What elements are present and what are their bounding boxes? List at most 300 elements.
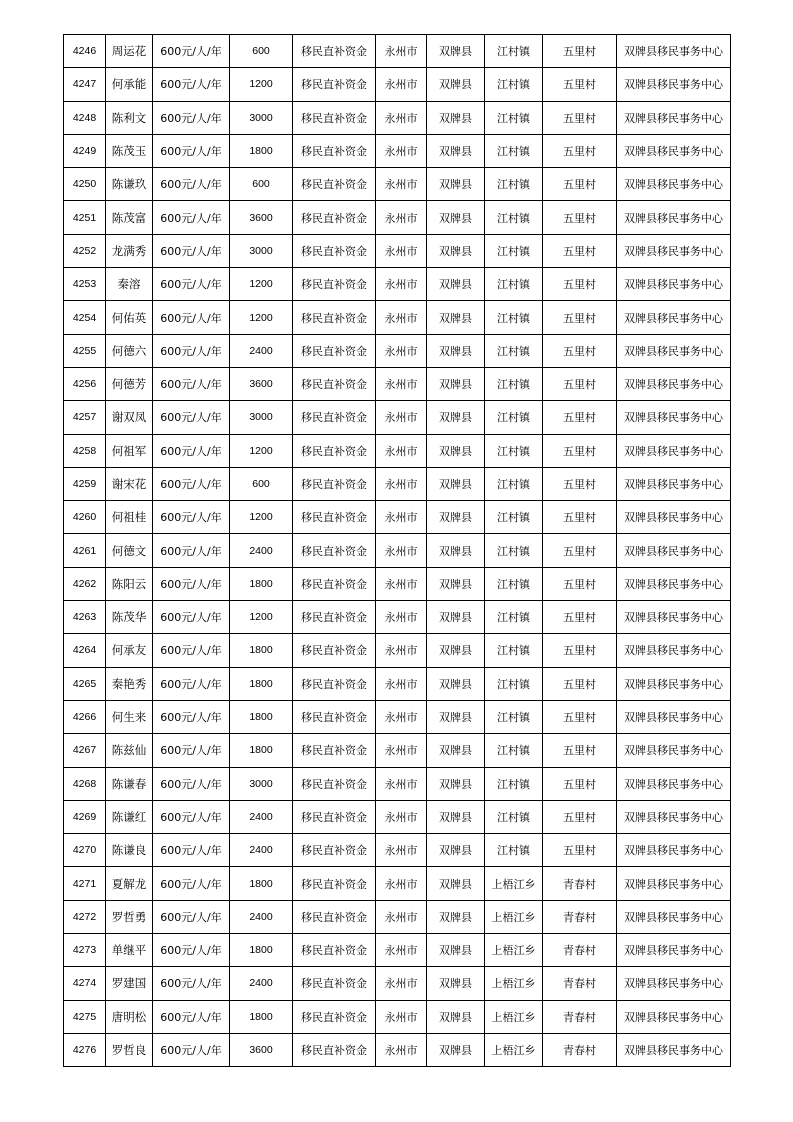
name-cell: 何德文 [106,534,153,567]
name-cell: 罗建国 [106,967,153,1000]
row-id-cell: 4250 [64,168,106,201]
county-cell: 双牌县 [427,367,485,400]
fund-type-cell: 移民直补资金 [293,934,376,967]
amount-cell: 1200 [230,601,293,634]
row-id-cell: 4265 [64,667,106,700]
standard-cell: 600元/人/年 [153,834,230,867]
fund-type-cell: 移民直补资金 [293,834,376,867]
amount-cell: 1800 [230,134,293,167]
village-cell: 五里村 [543,234,617,267]
office-cell: 双牌县移民事务中心 [617,1000,731,1033]
town-cell: 江村镇 [485,834,543,867]
county-cell: 双牌县 [427,834,485,867]
town-cell: 江村镇 [485,334,543,367]
row-id-cell: 4270 [64,834,106,867]
row-id-cell: 4272 [64,900,106,933]
county-cell: 双牌县 [427,101,485,134]
county-cell: 双牌县 [427,534,485,567]
name-cell: 单继平 [106,934,153,967]
city-cell: 永州市 [376,134,427,167]
village-cell: 五里村 [543,501,617,534]
table-row [64,134,731,167]
office-cell: 双牌县移民事务中心 [617,967,731,1000]
amount-cell: 1800 [230,667,293,700]
amount-cell: 1200 [230,301,293,334]
row-id-cell: 4253 [64,268,106,301]
village-cell: 五里村 [543,367,617,400]
standard-cell: 600元/人/年 [153,467,230,500]
name-cell: 谢宋花 [106,467,153,500]
amount-cell: 1200 [230,501,293,534]
amount-cell: 2400 [230,967,293,1000]
village-cell: 青春村 [543,900,617,933]
town-cell: 江村镇 [485,201,543,234]
name-cell: 何祖桂 [106,501,153,534]
city-cell: 永州市 [376,967,427,1000]
town-cell: 江村镇 [485,68,543,101]
village-cell: 五里村 [543,767,617,800]
table-row [64,934,731,967]
office-cell: 双牌县移民事务中心 [617,1033,731,1066]
name-cell: 陈茂华 [106,601,153,634]
row-id-cell: 4248 [64,101,106,134]
city-cell: 永州市 [376,268,427,301]
row-id-cell: 4275 [64,1000,106,1033]
standard-cell: 600元/人/年 [153,35,230,68]
county-cell: 双牌县 [427,867,485,900]
office-cell: 双牌县移民事务中心 [617,467,731,500]
table-row [64,35,731,68]
county-cell: 双牌县 [427,334,485,367]
office-cell: 双牌县移民事务中心 [617,68,731,101]
amount-cell: 1800 [230,634,293,667]
standard-cell: 600元/人/年 [153,667,230,700]
name-cell: 陈谦春 [106,767,153,800]
city-cell: 永州市 [376,934,427,967]
city-cell: 永州市 [376,334,427,367]
city-cell: 永州市 [376,834,427,867]
county-cell: 双牌县 [427,501,485,534]
standard-cell: 600元/人/年 [153,601,230,634]
town-cell: 江村镇 [485,567,543,600]
fund-type-cell: 移民直补资金 [293,168,376,201]
town-cell: 江村镇 [485,134,543,167]
city-cell: 永州市 [376,201,427,234]
fund-type-cell: 移民直补资金 [293,967,376,1000]
fund-type-cell: 移民直补资金 [293,301,376,334]
standard-cell: 600元/人/年 [153,634,230,667]
row-id-cell: 4246 [64,35,106,68]
city-cell: 永州市 [376,800,427,833]
town-cell: 江村镇 [485,401,543,434]
table-row [64,501,731,534]
city-cell: 永州市 [376,667,427,700]
row-id-cell: 4260 [64,501,106,534]
fund-type-cell: 移民直补资金 [293,800,376,833]
name-cell: 秦艳秀 [106,667,153,700]
name-cell: 陈利文 [106,101,153,134]
office-cell: 双牌县移民事务中心 [617,201,731,234]
city-cell: 永州市 [376,700,427,733]
row-id-cell: 4269 [64,800,106,833]
office-cell: 双牌县移民事务中心 [617,334,731,367]
name-cell: 何承能 [106,68,153,101]
county-cell: 双牌县 [427,667,485,700]
row-id-cell: 4266 [64,700,106,733]
town-cell: 江村镇 [485,734,543,767]
standard-cell: 600元/人/年 [153,401,230,434]
standard-cell: 600元/人/年 [153,967,230,1000]
office-cell: 双牌县移民事务中心 [617,567,731,600]
village-cell: 五里村 [543,168,617,201]
county-cell: 双牌县 [427,134,485,167]
office-cell: 双牌县移民事务中心 [617,401,731,434]
standard-cell: 600元/人/年 [153,534,230,567]
fund-type-cell: 移民直补资金 [293,867,376,900]
amount-cell: 3000 [230,234,293,267]
standard-cell: 600元/人/年 [153,68,230,101]
fund-type-cell: 移民直补资金 [293,68,376,101]
village-cell: 五里村 [543,601,617,634]
standard-cell: 600元/人/年 [153,367,230,400]
name-cell: 何德芳 [106,367,153,400]
city-cell: 永州市 [376,467,427,500]
row-id-cell: 4264 [64,634,106,667]
village-cell: 五里村 [543,434,617,467]
amount-cell: 1800 [230,700,293,733]
standard-cell: 600元/人/年 [153,1033,230,1066]
fund-type-cell: 移民直补资金 [293,334,376,367]
amount-cell: 2400 [230,800,293,833]
name-cell: 唐明松 [106,1000,153,1033]
row-id-cell: 4271 [64,867,106,900]
village-cell: 五里村 [543,201,617,234]
table-row [64,367,731,400]
village-cell: 五里村 [543,134,617,167]
name-cell: 龙满秀 [106,234,153,267]
table-body [64,35,731,1067]
city-cell: 永州市 [376,867,427,900]
office-cell: 双牌县移民事务中心 [617,234,731,267]
table-row [64,667,731,700]
table-row [64,534,731,567]
fund-type-cell: 移民直补资金 [293,634,376,667]
office-cell: 双牌县移民事务中心 [617,700,731,733]
town-cell: 上梧江乡 [485,1033,543,1066]
fund-type-cell: 移民直补资金 [293,767,376,800]
amount-cell: 1800 [230,567,293,600]
standard-cell: 600元/人/年 [153,234,230,267]
city-cell: 永州市 [376,900,427,933]
office-cell: 双牌县移民事务中心 [617,101,731,134]
town-cell: 江村镇 [485,367,543,400]
town-cell: 江村镇 [485,634,543,667]
office-cell: 双牌县移民事务中心 [617,667,731,700]
town-cell: 上梧江乡 [485,934,543,967]
table-row [64,168,731,201]
village-cell: 五里村 [543,101,617,134]
fund-type-cell: 移民直补资金 [293,134,376,167]
table-row [64,634,731,667]
row-id-cell: 4267 [64,734,106,767]
fund-type-cell: 移民直补资金 [293,567,376,600]
city-cell: 永州市 [376,567,427,600]
row-id-cell: 4276 [64,1033,106,1066]
standard-cell: 600元/人/年 [153,201,230,234]
amount-cell: 2400 [230,534,293,567]
amount-cell: 1200 [230,68,293,101]
town-cell: 江村镇 [485,268,543,301]
amount-cell: 3600 [230,367,293,400]
standard-cell: 600元/人/年 [153,301,230,334]
town-cell: 江村镇 [485,434,543,467]
town-cell: 上梧江乡 [485,967,543,1000]
office-cell: 双牌县移民事务中心 [617,601,731,634]
amount-cell: 2400 [230,900,293,933]
city-cell: 永州市 [376,367,427,400]
standard-cell: 600元/人/年 [153,1000,230,1033]
name-cell: 陈茂玉 [106,134,153,167]
table-row [64,900,731,933]
amount-cell: 3000 [230,101,293,134]
standard-cell: 600元/人/年 [153,934,230,967]
county-cell: 双牌县 [427,434,485,467]
town-cell: 上梧江乡 [485,867,543,900]
standard-cell: 600元/人/年 [153,168,230,201]
table-row [64,734,731,767]
village-cell: 五里村 [543,401,617,434]
county-cell: 双牌县 [427,900,485,933]
fund-type-cell: 移民直补资金 [293,367,376,400]
name-cell: 罗哲勇 [106,900,153,933]
county-cell: 双牌县 [427,800,485,833]
fund-type-cell: 移民直补资金 [293,1000,376,1033]
city-cell: 永州市 [376,734,427,767]
name-cell: 何德六 [106,334,153,367]
fund-type-cell: 移民直补资金 [293,900,376,933]
fund-type-cell: 移民直补资金 [293,434,376,467]
office-cell: 双牌县移民事务中心 [617,900,731,933]
county-cell: 双牌县 [427,734,485,767]
office-cell: 双牌县移民事务中心 [617,934,731,967]
county-cell: 双牌县 [427,934,485,967]
village-cell: 青春村 [543,934,617,967]
county-cell: 双牌县 [427,234,485,267]
amount-cell: 1200 [230,268,293,301]
village-cell: 五里村 [543,667,617,700]
row-id-cell: 4261 [64,534,106,567]
table-row [64,401,731,434]
town-cell: 江村镇 [485,301,543,334]
county-cell: 双牌县 [427,201,485,234]
office-cell: 双牌县移民事务中心 [617,268,731,301]
village-cell: 五里村 [543,834,617,867]
city-cell: 永州市 [376,1000,427,1033]
office-cell: 双牌县移民事务中心 [617,734,731,767]
town-cell: 江村镇 [485,501,543,534]
village-cell: 五里村 [543,268,617,301]
table-row [64,467,731,500]
standard-cell: 600元/人/年 [153,567,230,600]
table-row [64,700,731,733]
name-cell: 夏解龙 [106,867,153,900]
table-row [64,68,731,101]
row-id-cell: 4262 [64,567,106,600]
name-cell: 陈谦红 [106,800,153,833]
office-cell: 双牌县移民事务中心 [617,134,731,167]
office-cell: 双牌县移民事务中心 [617,367,731,400]
table-row [64,800,731,833]
county-cell: 双牌县 [427,301,485,334]
office-cell: 双牌县移民事务中心 [617,301,731,334]
name-cell: 何佑英 [106,301,153,334]
village-cell: 青春村 [543,867,617,900]
fund-type-cell: 移民直补资金 [293,667,376,700]
name-cell: 周运花 [106,35,153,68]
table-row [64,334,731,367]
amount-cell: 1800 [230,734,293,767]
row-id-cell: 4252 [64,234,106,267]
amount-cell: 3000 [230,767,293,800]
table-row [64,1033,731,1066]
amount-cell: 1800 [230,934,293,967]
county-cell: 双牌县 [427,68,485,101]
office-cell: 双牌县移民事务中心 [617,434,731,467]
town-cell: 江村镇 [485,467,543,500]
city-cell: 永州市 [376,68,427,101]
row-id-cell: 4274 [64,967,106,1000]
city-cell: 永州市 [376,101,427,134]
amount-cell: 2400 [230,334,293,367]
amount-cell: 3000 [230,401,293,434]
county-cell: 双牌县 [427,1000,485,1033]
county-cell: 双牌县 [427,35,485,68]
village-cell: 五里村 [543,534,617,567]
village-cell: 五里村 [543,301,617,334]
name-cell: 陈兹仙 [106,734,153,767]
fund-type-cell: 移民直补资金 [293,201,376,234]
amount-cell: 2400 [230,834,293,867]
fund-type-cell: 移民直补资金 [293,534,376,567]
county-cell: 双牌县 [427,634,485,667]
fund-type-cell: 移民直补资金 [293,234,376,267]
amount-cell: 600 [230,35,293,68]
county-cell: 双牌县 [427,1033,485,1066]
village-cell: 五里村 [543,734,617,767]
office-cell: 双牌县移民事务中心 [617,501,731,534]
table-row [64,867,731,900]
town-cell: 江村镇 [485,601,543,634]
name-cell: 陈茂富 [106,201,153,234]
table-row [64,967,731,1000]
city-cell: 永州市 [376,35,427,68]
row-id-cell: 4268 [64,767,106,800]
table-row [64,301,731,334]
standard-cell: 600元/人/年 [153,700,230,733]
table-row [64,601,731,634]
name-cell: 谢双凤 [106,401,153,434]
name-cell: 秦溶 [106,268,153,301]
county-cell: 双牌县 [427,567,485,600]
name-cell: 罗哲良 [106,1033,153,1066]
office-cell: 双牌县移民事务中心 [617,35,731,68]
county-cell: 双牌县 [427,467,485,500]
city-cell: 永州市 [376,501,427,534]
standard-cell: 600元/人/年 [153,434,230,467]
name-cell: 陈谦良 [106,834,153,867]
county-cell: 双牌县 [427,700,485,733]
town-cell: 江村镇 [485,35,543,68]
town-cell: 江村镇 [485,800,543,833]
county-cell: 双牌县 [427,967,485,1000]
row-id-cell: 4249 [64,134,106,167]
fund-type-cell: 移民直补资金 [293,268,376,301]
row-id-cell: 4258 [64,434,106,467]
county-cell: 双牌县 [427,767,485,800]
village-cell: 五里村 [543,467,617,500]
office-cell: 双牌县移民事务中心 [617,534,731,567]
county-cell: 双牌县 [427,268,485,301]
village-cell: 青春村 [543,1033,617,1066]
city-cell: 永州市 [376,1033,427,1066]
standard-cell: 600元/人/年 [153,767,230,800]
amount-cell: 1200 [230,434,293,467]
fund-type-cell: 移民直补资金 [293,700,376,733]
amount-cell: 600 [230,168,293,201]
city-cell: 永州市 [376,401,427,434]
county-cell: 双牌县 [427,601,485,634]
office-cell: 双牌县移民事务中心 [617,834,731,867]
table-row [64,101,731,134]
village-cell: 五里村 [543,68,617,101]
office-cell: 双牌县移民事务中心 [617,168,731,201]
fund-type-cell: 移民直补资金 [293,101,376,134]
town-cell: 江村镇 [485,700,543,733]
city-cell: 永州市 [376,301,427,334]
town-cell: 江村镇 [485,168,543,201]
row-id-cell: 4255 [64,334,106,367]
row-id-cell: 4257 [64,401,106,434]
fund-type-cell: 移民直补资金 [293,35,376,68]
village-cell: 五里村 [543,800,617,833]
table-row [64,268,731,301]
row-id-cell: 4273 [64,934,106,967]
table-row [64,201,731,234]
town-cell: 江村镇 [485,101,543,134]
table-row [64,767,731,800]
standard-cell: 600元/人/年 [153,734,230,767]
office-cell: 双牌县移民事务中心 [617,800,731,833]
village-cell: 五里村 [543,700,617,733]
standard-cell: 600元/人/年 [153,900,230,933]
office-cell: 双牌县移民事务中心 [617,867,731,900]
fund-type-cell: 移民直补资金 [293,601,376,634]
county-cell: 双牌县 [427,168,485,201]
name-cell: 何祖军 [106,434,153,467]
row-id-cell: 4251 [64,201,106,234]
standard-cell: 600元/人/年 [153,334,230,367]
name-cell: 陈阳云 [106,567,153,600]
amount-cell: 3600 [230,1033,293,1066]
city-cell: 永州市 [376,534,427,567]
row-id-cell: 4247 [64,68,106,101]
row-id-cell: 4256 [64,367,106,400]
name-cell: 何生来 [106,700,153,733]
table-row [64,434,731,467]
fund-type-cell: 移民直补资金 [293,734,376,767]
town-cell: 江村镇 [485,234,543,267]
table-row [64,834,731,867]
